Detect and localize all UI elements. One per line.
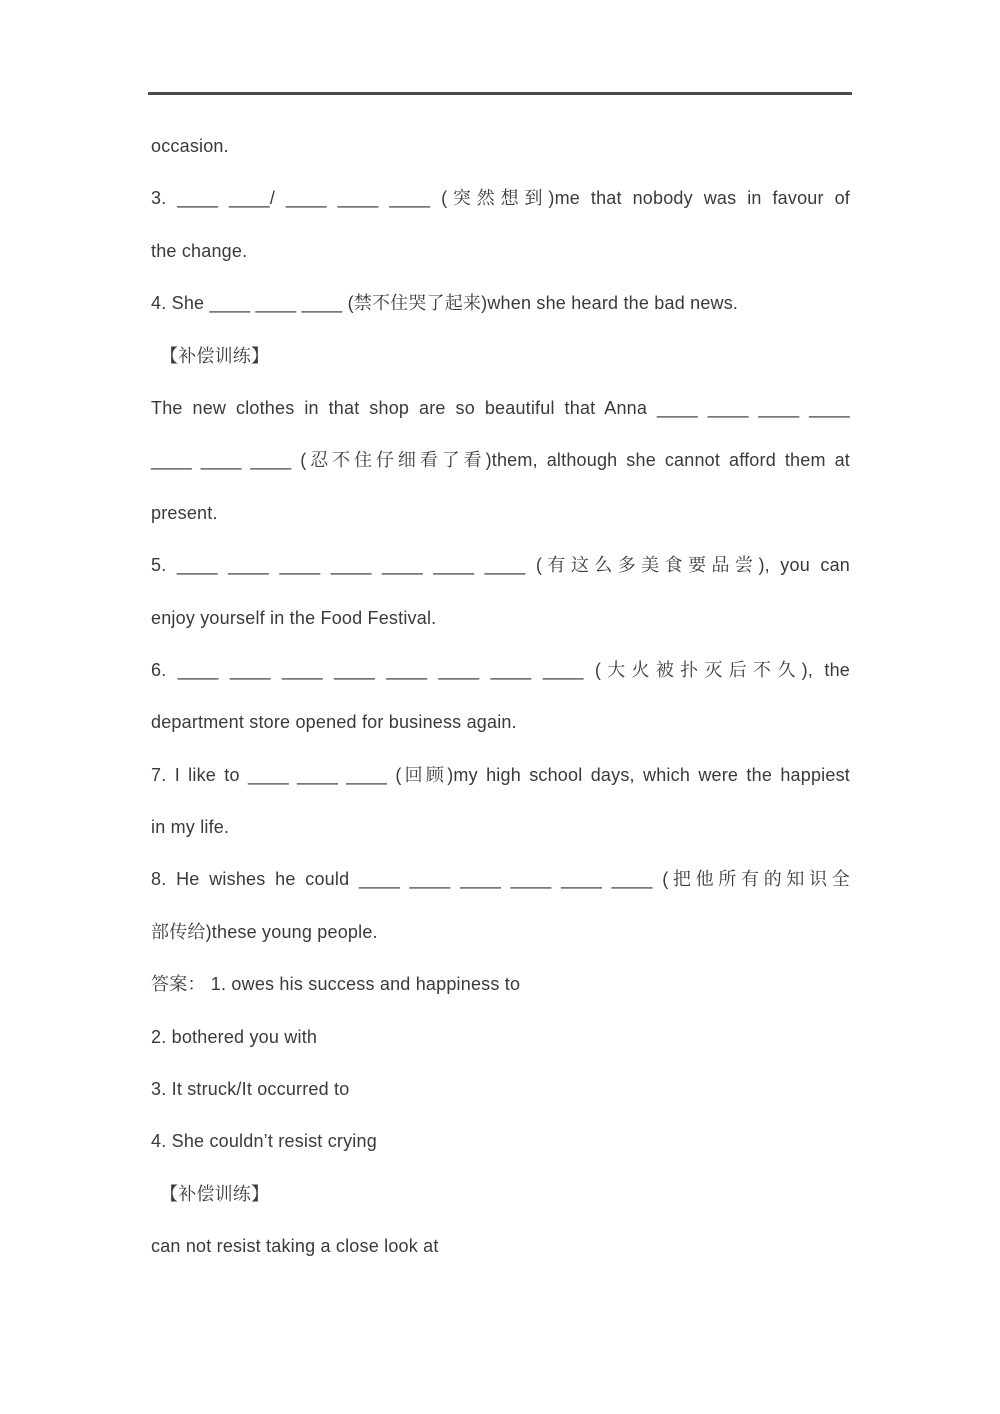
line-question-5-cont: enjoy yourself in the Food Festival.: [151, 607, 437, 628]
line-question-6-cont: department store opened for business again.: [151, 712, 517, 733]
line-question-7: 7. I like to ____ ____ ____ (回顾)my high school days, which were the happiest: [151, 764, 850, 785]
line-question-3: 3. ____ ____/ ____ ____ ____ (突然想到)me that nobody was in favour of: [151, 188, 850, 209]
line-answer-3: 3. It struck/It occurred to: [151, 1079, 350, 1100]
line-answer-2: 2. bothered you with: [151, 1026, 318, 1047]
line-occasion: occasion.: [151, 136, 229, 156]
document-content: [151, 120, 850, 1273]
line-question-6: 6. ____ ____ ____ ____ ____ ____ ____ ____ (大火被扑灭后不久), the: [151, 659, 850, 680]
line-question-5: 5. ____ ____ ____ ____ ____ ____ ____ (有这么多美食要品尝), you can: [151, 555, 850, 576]
line-answer-supplementary: can not resist taking a close look at: [151, 1236, 439, 1257]
line-question-3-cont: the change.: [151, 240, 248, 261]
line-question-7-cont: in my life.: [151, 817, 230, 838]
line-question-8: 8. He wishes he could ____ ____ ____ ____ ____ ____ (把他所有的知识全: [151, 869, 850, 890]
line-answer-4: 4. She couldn’t resist crying: [151, 1131, 377, 1152]
line-anna-sentence-1: The new clothes in that shop are so beautiful that Anna ____ ____ ____ ____: [151, 397, 850, 418]
line-question-4: 4. She ____ ____ ____ (禁不住哭了起来)when she heard the bad news.: [151, 293, 739, 314]
header-rule: [148, 92, 852, 95]
section-header-supplementary-training-2: 【补偿训练】: [160, 1183, 270, 1204]
line-anna-sentence-3: present.: [151, 502, 218, 523]
section-header-supplementary-training-1: 【补偿训练】: [160, 345, 270, 366]
line-anna-sentence-2: ____ ____ ____ (忍不住仔细看了看)them, although she cannot afford them at: [151, 450, 850, 471]
line-question-8-cont: 部传给)these young people.: [151, 921, 378, 942]
line-answer-key-1: 答案： 1. owes his success and happiness to: [151, 974, 521, 995]
